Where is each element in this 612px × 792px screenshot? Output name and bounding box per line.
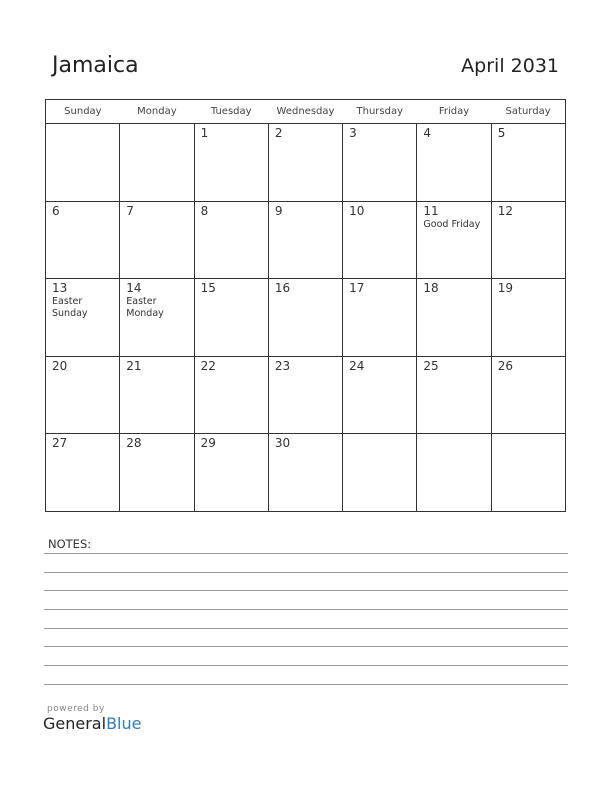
day-number: 6 [52,203,60,218]
note-line [44,553,568,554]
weekday-friday: Friday [417,100,491,124]
weekday-header-row [46,100,566,124]
day-cell [46,434,120,512]
day-number: 8 [200,203,209,218]
day-cell [120,434,194,512]
weekday-wednesday: Wednesday [268,100,342,124]
day-number: 9 [274,203,283,218]
month-title: April 2031 [461,55,559,77]
day-number: 12 [497,203,513,218]
day-cell [491,434,565,512]
day-number: 10 [349,203,365,218]
day-cell [343,434,417,512]
day-cell [194,356,268,434]
weekday-saturday: Saturday [491,100,565,124]
brand-general-text: General [43,714,107,733]
holiday-label: Good Friday [423,218,481,230]
brand-blue-text: Blue [106,714,142,733]
weekday-thursday: Thursday [343,100,417,124]
weekday-sunday: Sunday [46,100,120,124]
generalblue-logo [43,716,141,732]
notes-label: NOTES: [48,537,92,551]
day-number: 11 [423,203,439,218]
day-number: 19 [497,281,513,296]
day-number: 21 [126,358,142,373]
day-cell [194,434,268,512]
day-cell [46,279,120,357]
note-line [44,572,568,573]
day-number: 27 [52,436,68,451]
day-cell [268,124,342,202]
day-cell [120,356,194,434]
day-cell [417,279,491,357]
day-cell [268,356,342,434]
week-row [46,279,566,357]
day-cell [343,124,417,202]
day-cell [491,356,565,434]
day-cell [491,279,565,357]
day-cell [343,279,417,357]
day-number: 13 [52,281,68,296]
day-cell [46,201,120,279]
day-cell [417,356,491,434]
note-line [44,590,568,591]
day-cell [268,434,342,512]
day-cell [268,279,342,357]
weekday-tuesday: Tuesday [194,100,268,124]
day-number: 20 [52,358,68,373]
note-line [44,665,568,666]
day-cell [268,201,342,279]
week-row [46,356,566,434]
holiday-label: Easter Monday [126,296,164,320]
note-line [44,684,568,685]
day-number: 30 [274,436,291,451]
day-number: 7 [126,203,134,218]
day-number: 17 [349,281,365,296]
day-number: 2 [274,126,283,140]
day-cell [120,124,194,202]
note-line [44,628,568,629]
day-number: 25 [423,358,439,373]
day-number: 15 [200,281,216,296]
day-cell [491,201,565,279]
day-cell [417,124,491,202]
day-cell [343,356,417,434]
day-cell [46,124,120,202]
note-line [44,646,568,647]
day-number: 18 [423,281,439,296]
note-line [44,609,568,610]
day-cell [343,201,417,279]
day-number: 28 [126,436,142,451]
day-cell [194,124,268,202]
powered-by-text: powered by [47,704,105,714]
week-row [46,434,566,512]
day-number: 5 [497,126,506,140]
day-number: 22 [200,358,216,373]
week-row [46,124,566,202]
day-number: 4 [423,126,432,140]
day-cell [120,201,194,279]
day-number: 23 [274,358,291,373]
day-cell [417,434,491,512]
weekday-monday: Monday [120,100,194,124]
day-cell [194,279,268,357]
day-number: 1 [200,126,209,140]
day-number: 24 [349,358,365,373]
holiday-label: Easter Sunday [52,296,88,320]
day-number: 3 [349,126,357,140]
country-title: Jamaica [52,53,139,78]
day-cell [417,201,491,279]
day-number: 29 [200,436,216,451]
day-number: 14 [126,281,142,296]
day-cell [46,356,120,434]
calendar-grid [45,99,566,512]
day-number: 16 [274,281,291,296]
day-number: 26 [497,358,513,373]
week-row [46,201,566,279]
day-cell [194,201,268,279]
day-cell [491,124,565,202]
day-cell [120,279,194,357]
